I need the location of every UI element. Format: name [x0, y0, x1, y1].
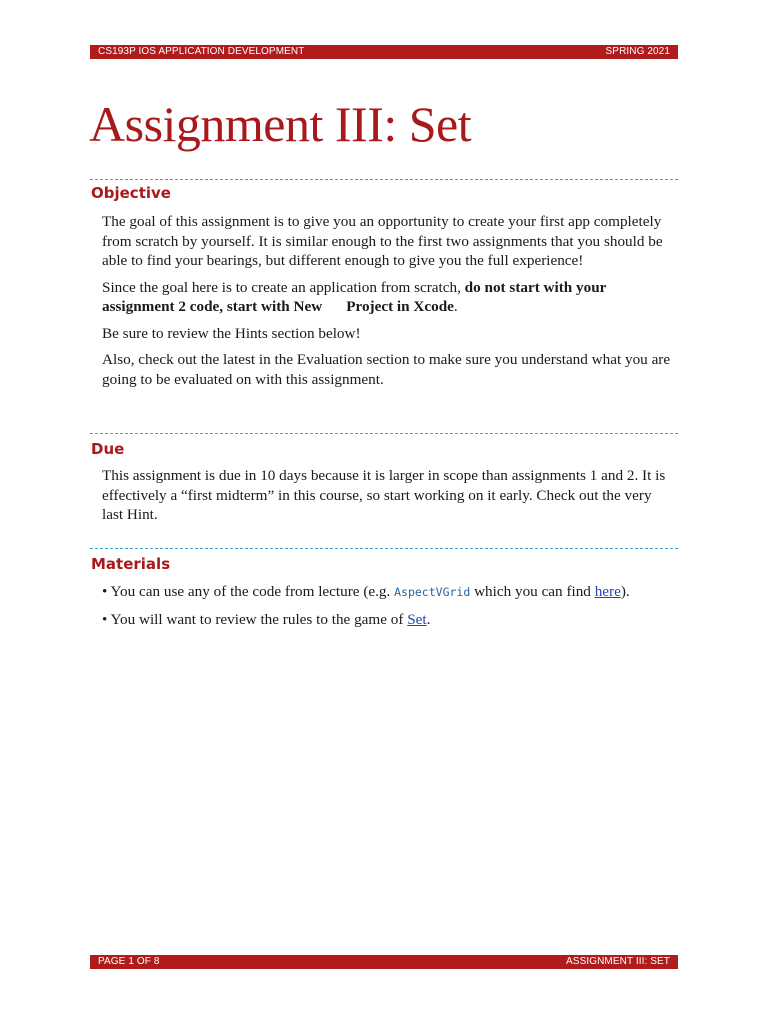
materials-list [102, 582, 674, 629]
list-item [102, 610, 674, 630]
objective-heading: Objective [91, 184, 171, 202]
due-paragraph: This assignment is due in 10 days because it is larger in scope than assignments 1 and 2. It is effectively a “first midterm” in this course, so start working on it early. Check out the very last Hint. [102, 467, 666, 523]
page-number: PAGE 1 OF 8 [98, 956, 160, 967]
bullet-2-end: . [426, 610, 431, 628]
running-footer [90, 955, 678, 969]
objective-p2-text: Since the goal here is to create an application from scratch, [102, 278, 465, 296]
bullet-1-text: • You can use any of the code from lecture (e.g. [102, 583, 395, 600]
bullet-2-text: • You will want to review the rules to the game of [102, 610, 408, 628]
objective-section [102, 212, 674, 396]
term-label: SPRING 2021 [605, 46, 670, 57]
objective-p2-bold-a: do not start with your assignment 2 code, start with New [102, 278, 607, 315]
objective-paragraph-1: The goal of this assignment is to give you an opportunity to create your first app completely from scratch by yourself. It is similar enough to the first two assignments that you should be able to find your bearings, but different enough to give you the full experience! [102, 213, 663, 269]
due-heading: Due [91, 440, 125, 458]
materials-heading: Materials [91, 555, 171, 573]
objective-paragraph-4: Also, check out the latest in the Evaluation section to make sure you understand what you are going to be evaluated on with this assignment. [102, 351, 671, 388]
course-name: CS193P IOS APPLICATION DEVELOPMENT [98, 46, 305, 57]
code-snippet: AspectVGrid [394, 585, 471, 599]
objective-paragraph-2 [102, 278, 674, 317]
running-header [90, 45, 678, 59]
materials-section [102, 582, 674, 636]
bullet-1-end: ). [620, 583, 630, 600]
document-title: ASSIGNMENT III: SET [566, 956, 670, 967]
objective-paragraph-3: Be sure to review the Hints section below! [102, 324, 361, 342]
section-divider [90, 179, 678, 180]
list-item [102, 582, 674, 603]
due-section [102, 466, 674, 532]
section-divider [90, 548, 678, 549]
objective-p2-end: . [453, 298, 458, 315]
section-divider [90, 433, 678, 434]
set-rules-link[interactable]: Set [407, 610, 427, 628]
bullet-1-mid: which you can find [470, 583, 595, 600]
objective-p2-bold-b: Project in Xcode [346, 298, 454, 315]
page-title: Assignment III: Set [89, 96, 472, 152]
here-link[interactable]: here [594, 583, 621, 600]
